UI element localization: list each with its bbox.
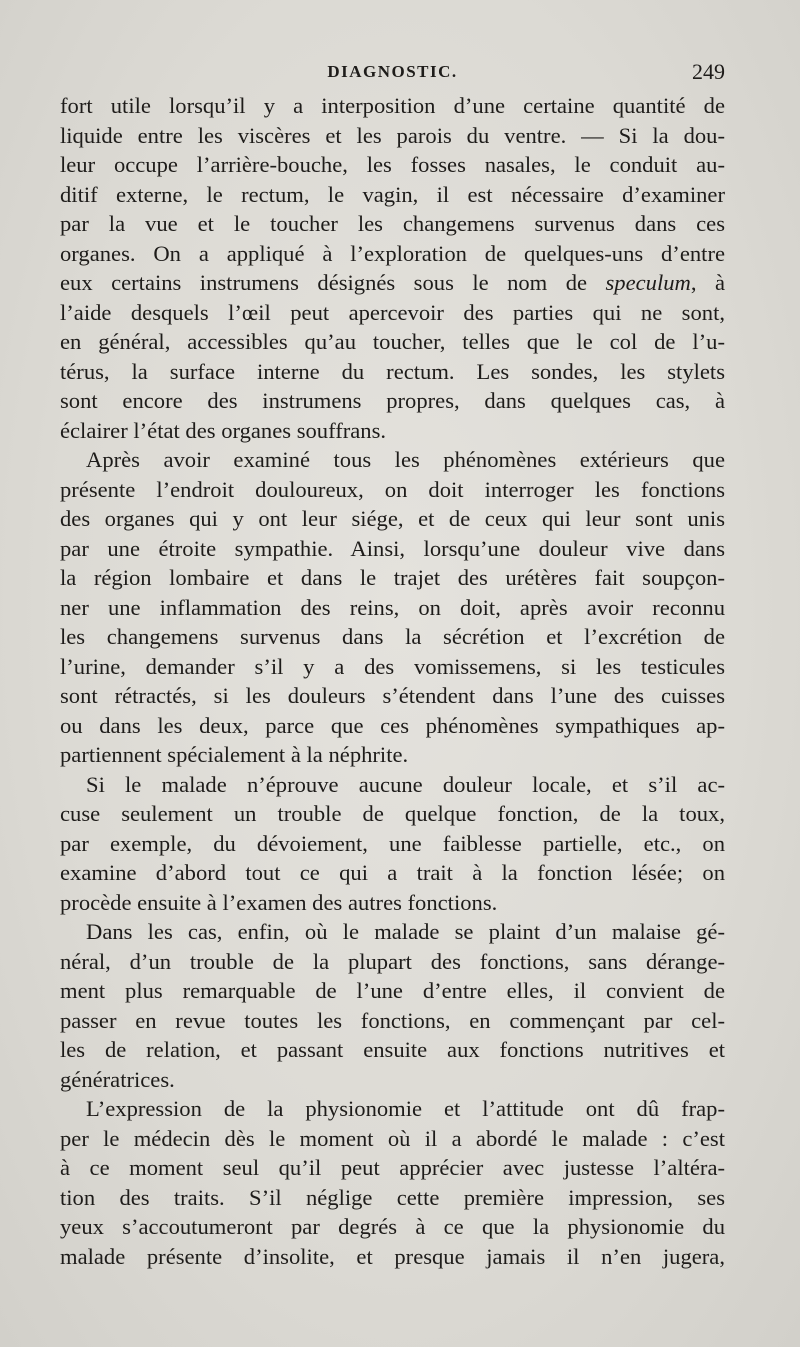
body-text (60, 91, 725, 1271)
page-number: 249 (692, 59, 725, 84)
text-line: en général, accessibles qu’au toucher, telles que le col de l’u- (60, 329, 725, 354)
text-line: la région lombaire et dans le trajet des urétères fait soupçon- (60, 565, 725, 590)
text-line: passer en revue toutes les fonctions, en commençant par cel- (60, 1007, 725, 1033)
text-line: des organes qui y ont leur siége, et de ceux qui leur sont unis (60, 506, 725, 531)
text-line: liquide entre les viscères et les parois du ventre. — Si la dou- (60, 122, 725, 148)
paragraph (60, 91, 725, 445)
text-line: per le médecin dès le moment où il a abordé le malade : c’est (60, 1125, 725, 1151)
text-line: Dans les cas, enfin, où le malade se plaint d’un malaise gé- (86, 919, 725, 944)
text-line: fort utile lorsqu’il y a interposition d’une certaine quantité de (60, 93, 725, 118)
text-line: éclairer l’état des organes souffrans. (60, 417, 387, 443)
paragraph (60, 917, 725, 1094)
text-line: yeux s’accoutumeront par degrés à ce que la physionomie du (60, 1214, 725, 1239)
text-line: organes. On a appliqué à l’exploration de quelques-uns d’entre (60, 240, 725, 266)
text-line: l’urine, demander s’il y a des vomissemens, si les testicules (60, 653, 725, 679)
paragraph (60, 770, 725, 918)
text-line: à ce moment seul qu’il peut apprécier avec justesse l’altéra- (60, 1155, 725, 1180)
text-line: ment plus remarquable de l’une d’entre elles, il convient de (60, 978, 725, 1003)
text-line: Après avoir examiné tous les phénomènes extérieurs que (86, 447, 725, 472)
text-line: par une étroite sympathie. Ainsi, lorsqu’une douleur vive dans (60, 535, 725, 561)
text-line: ou dans les deux, parce que ces phénomènes sympathiques ap- (60, 712, 725, 738)
text-line-speculum: eux certains instrumens désignés sous le nom de speculum, à (60, 270, 725, 295)
running-head: DIAGNOSTIC. (327, 62, 458, 81)
text-line: présente l’endroit douloureux, on doit interroger les fonctions (60, 476, 725, 502)
text-line: cuse seulement un trouble de quelque fonction, de la toux, (60, 801, 725, 826)
text-line: sont encore des instrumens propres, dans quelques cas, à (60, 388, 725, 413)
text-line: néral, d’un trouble de la plupart des fonctions, sans dérange- (60, 948, 725, 974)
text-line: Si le malade n’éprouve aucune douleur locale, et s’il ac- (86, 771, 725, 797)
text-line: leur occupe l’arrière-bouche, les fosses nasales, le conduit au- (60, 152, 725, 177)
paragraph (60, 1094, 725, 1271)
text-line: par exemple, du dévoiement, une faiblesse partielle, etc., on (60, 830, 725, 856)
text-line: les changemens survenus dans la sécrétion et l’excrétion de (60, 624, 725, 649)
text-line: génératrices. (60, 1066, 175, 1092)
text-line: examine d’abord tout ce qui a trait à la fonction lésée; on (60, 860, 725, 885)
paragraph (60, 445, 725, 770)
text-line: ner une inflammation des reins, on doit, après avoir reconnu (60, 594, 725, 620)
text-line: les de relation, et passant ensuite aux fonctions nutritives et (60, 1037, 725, 1062)
text-line: procède ensuite à l’examen des autres fonctions. (60, 889, 498, 915)
text-line: térus, la surface interne du rectum. Les sondes, les stylets (60, 358, 725, 384)
text-line: l’aide desquels l’œil peut apercevoir des parties qui ne sont, (60, 299, 725, 325)
text-line: par la vue et le toucher les changemens survenus dans ces (60, 211, 725, 236)
text-line: partiennent spécialement à la néphrite. (60, 742, 409, 767)
text-line: tion des traits. S’il néglige cette première impression, ses (60, 1184, 725, 1210)
text-line: malade présente d’insolite, et presque jamais il n’en jugera, (60, 1243, 725, 1269)
text-line: ditif externe, le rectum, le vagin, il est nécessaire d’examiner (60, 181, 725, 207)
text-line: sont rétractés, si les douleurs s’étendent dans l’une des cuisses (60, 683, 725, 708)
italic-term: speculum (605, 270, 691, 295)
text-line: L’expression de la physionomie et l’attitude ont dû frap- (86, 1096, 725, 1121)
page-header (60, 59, 725, 92)
